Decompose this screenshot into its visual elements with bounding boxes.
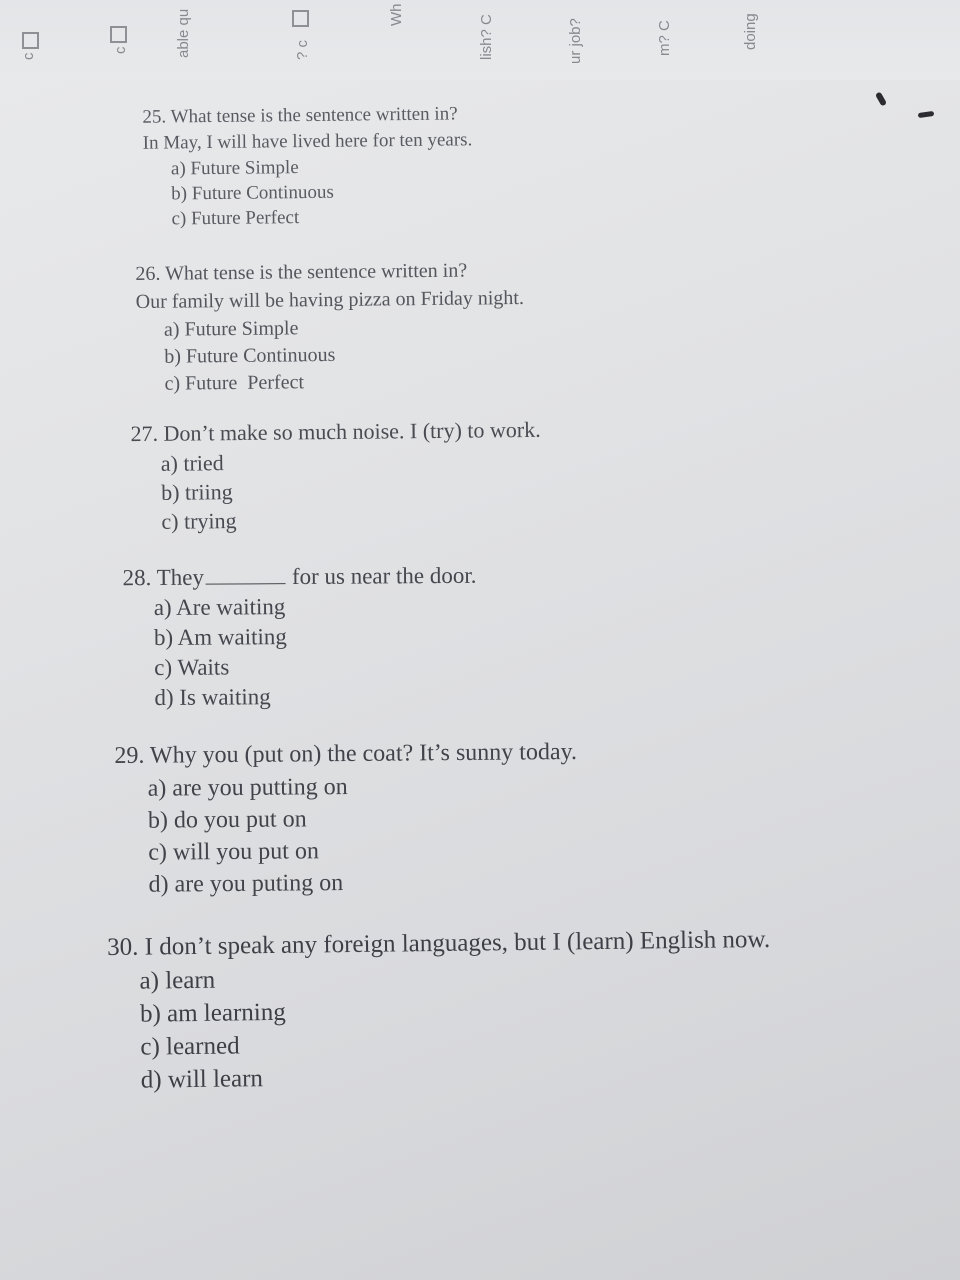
option-marker: a) xyxy=(147,775,167,802)
option-text: Future Continuous xyxy=(185,343,336,368)
answer-option xyxy=(171,181,473,203)
bleed-fragment: c xyxy=(112,46,129,54)
option-marker: d) xyxy=(140,1066,162,1094)
option-text: are you putting on xyxy=(172,773,348,802)
option-marker: c) xyxy=(161,508,179,534)
option-marker: b) xyxy=(147,807,169,834)
question-stem: 25. What tense is the sentence written in? xyxy=(142,103,458,128)
option-marker: c) xyxy=(154,654,173,681)
bleed-fragment: lish? C xyxy=(478,14,495,60)
option-marker: b) xyxy=(164,345,182,368)
option-text: am learning xyxy=(166,998,286,1028)
option-text: Future Simple xyxy=(184,317,299,341)
question-stem: 30. I don’t speak any foreign languages, but I (learn) English now. xyxy=(106,925,771,962)
option-text: learn xyxy=(165,966,216,995)
question-27 xyxy=(130,416,541,540)
answer-option xyxy=(148,837,578,865)
answer-option xyxy=(154,654,477,679)
option-text: learned xyxy=(165,1032,240,1061)
answer-option xyxy=(161,478,541,504)
option-text: Am waiting xyxy=(177,624,287,650)
pencil-mark xyxy=(918,111,935,118)
question-25 xyxy=(142,104,473,234)
option-text: Future Perfect xyxy=(190,207,300,230)
option-marker: a) xyxy=(139,967,160,995)
bleed-through-strip xyxy=(0,0,960,80)
option-text: are you puting on xyxy=(174,870,344,898)
option-text: triing xyxy=(184,479,233,505)
option-marker: c) xyxy=(164,372,181,395)
question-stem: 27. Don’t make so much noise. I (try) to work. xyxy=(130,416,541,447)
answer-blank xyxy=(206,565,286,585)
checkbox-mark xyxy=(292,10,309,27)
stem-after-blank: for us near the door. xyxy=(291,562,477,590)
answer-option xyxy=(164,370,524,394)
question-28 xyxy=(122,564,477,716)
answer-option xyxy=(139,961,770,994)
option-text: Future Simple xyxy=(190,157,299,180)
option-text: tried xyxy=(183,450,224,476)
question-stem: 29. Why you (put on) the coat? It’s sunny today. xyxy=(114,738,578,770)
bleed-fragment: able qu xyxy=(175,8,192,58)
option-marker: b) xyxy=(171,183,188,205)
option-text: Is waiting xyxy=(179,684,271,710)
bleed-fragment: ur job? xyxy=(567,18,584,64)
answer-option xyxy=(171,206,473,228)
option-marker: a) xyxy=(163,318,180,341)
bleed-fragment: m? C xyxy=(656,20,673,56)
answer-option xyxy=(154,594,477,619)
checkbox-mark xyxy=(22,32,39,49)
option-text: will learn xyxy=(167,1065,264,1094)
question-stem xyxy=(122,564,476,589)
answer-option xyxy=(141,1060,772,1093)
option-text: trying xyxy=(183,508,237,534)
answer-option xyxy=(140,994,771,1027)
answer-option xyxy=(148,869,578,897)
answer-option xyxy=(154,684,477,709)
bleed-fragment: c xyxy=(20,52,37,60)
question-sentence: Our family will be having pizza on Friday night. xyxy=(135,286,525,314)
option-marker: a) xyxy=(153,594,172,621)
option-marker: d) xyxy=(148,871,169,898)
question-29 xyxy=(114,740,578,905)
option-text: Future Continuous xyxy=(191,181,334,205)
option-marker: b) xyxy=(160,479,180,505)
question-26 xyxy=(135,260,525,401)
option-text: Are waiting xyxy=(176,594,286,620)
question-30 xyxy=(107,927,772,1101)
answer-option xyxy=(161,449,541,475)
bleed-fragment: Wh xyxy=(388,3,405,26)
option-marker: c) xyxy=(148,839,168,866)
checkbox-mark xyxy=(110,26,127,43)
bleed-fragment: doing xyxy=(742,13,759,50)
option-text: Waits xyxy=(177,654,230,680)
answer-option xyxy=(164,316,524,340)
answer-option xyxy=(148,773,578,801)
bleed-fragment: ? c xyxy=(294,39,311,60)
option-text: will you put on xyxy=(172,838,320,866)
option-marker: c) xyxy=(140,1033,160,1061)
answer-option xyxy=(161,507,541,533)
option-text: Future Perfect xyxy=(184,371,305,395)
answer-option xyxy=(164,343,524,367)
answer-option xyxy=(140,1027,771,1060)
question-sentence: In May, I will have lived here for ten years. xyxy=(142,129,473,154)
option-marker: d) xyxy=(154,684,174,711)
answer-option xyxy=(171,156,473,178)
question-stem: 26. What tense is the sentence written in? xyxy=(135,259,468,286)
option-marker: b) xyxy=(139,1000,161,1028)
answer-option xyxy=(154,624,477,649)
pencil-mark xyxy=(875,91,887,106)
option-text: do you put on xyxy=(173,806,307,834)
option-marker: c) xyxy=(171,208,187,230)
answer-option xyxy=(148,805,578,833)
stem-before-blank: 28. They xyxy=(122,564,204,591)
option-marker: a) xyxy=(170,158,186,180)
option-marker: b) xyxy=(153,624,174,651)
option-marker: a) xyxy=(160,450,179,476)
